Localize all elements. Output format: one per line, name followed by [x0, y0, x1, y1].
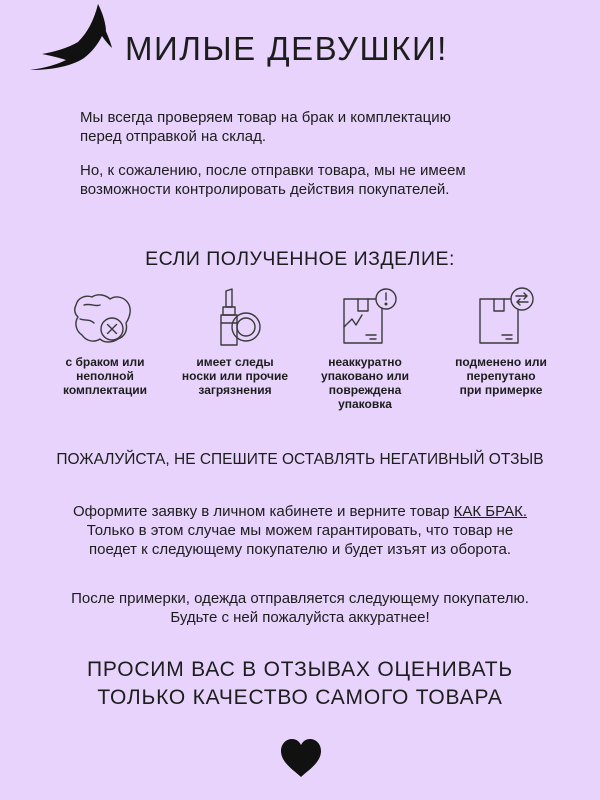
intro-text [80, 108, 550, 214]
fitting-line-1: После примерки, одежда отправляется следующему покупателю. [71, 590, 529, 607]
intro-paragraph-1 [80, 108, 550, 146]
icon-caption-line: перепутано [466, 369, 536, 383]
icon-caption-line: упаковано или [321, 369, 409, 383]
icon-caption-line: повреждена [328, 383, 402, 397]
icon-caption-line: неаккуратно [328, 355, 402, 369]
lipstick-stain-icon [200, 285, 270, 351]
final-line-2: ТОЛЬКО КАЧЕСТВО САМОГО ТОВАРА [97, 686, 503, 709]
return-line-3: поедет к следующему покупателю и будет изъят из оборота. [89, 541, 511, 558]
icon-caption [35, 355, 175, 397]
icon-item-swapped [431, 285, 571, 397]
intro-line: Мы всегда проверяем товар на брак и комплектацию [80, 109, 451, 126]
page-title: МИЛЫЕ ДЕВУШКИ! [125, 30, 448, 67]
as-defect-link: КАК БРАК. [453, 503, 528, 520]
intro-line: перед отправкой на склад. [80, 128, 267, 145]
icon-caption-line: имеет следы [196, 355, 274, 369]
return-line-prefix: Оформите заявку в личном кабинете и верните товар [72, 503, 454, 520]
icon-item-stains [165, 285, 305, 397]
icon-caption-line: с браком или [65, 355, 145, 369]
icon-caption [165, 355, 305, 397]
icon-caption [295, 355, 435, 411]
icon-caption-line: упаковка [338, 397, 392, 411]
fitting-line-2: Будьте с ней пожалуйста аккуратнее! [170, 609, 430, 626]
icon-caption-line: подменено или [455, 355, 547, 369]
damaged-box-icon [330, 285, 400, 351]
icon-caption-line: при примерке [459, 383, 543, 397]
swallow-icon [28, 2, 112, 72]
icon-item-packaging [295, 285, 435, 411]
icon-item-defect [35, 285, 175, 397]
heart-icon [279, 738, 323, 778]
icon-caption-line: загрязнения [198, 383, 272, 397]
intro-paragraph-2 [80, 161, 550, 199]
return-line-2: Только в этом случае мы можем гарантировать, что товар не [86, 522, 514, 539]
intro-line: возможности контролировать действия покупателей. [80, 181, 450, 198]
icon-caption-line: комплектации [63, 383, 147, 397]
damaged-fabric-icon [70, 285, 140, 351]
final-line-1: ПРОСИМ ВАС В ОТЗЫВАХ ОЦЕНИВАТЬ [86, 658, 514, 681]
intro-line: Но, к сожалению, после отправки товара, мы не имеем [80, 162, 466, 179]
icon-caption-line: носки или прочие [181, 369, 289, 383]
return-info [0, 502, 600, 559]
swapped-box-icon [466, 285, 536, 351]
return-line-1 [0, 502, 600, 521]
final-heading [0, 656, 600, 712]
section-subheading: ЕСЛИ ПОЛУЧЕННОЕ ИЗДЕЛИЕ: [145, 248, 455, 270]
fitting-info [0, 589, 600, 627]
warning-heading: ПОЖАЛУЙСТА, НЕ СПЕШИТЕ ОСТАВЛЯТЬ НЕГАТИВНЫЙ ОТЗЫВ [56, 451, 544, 468]
icon-caption [431, 355, 571, 397]
defect-icons-row [0, 285, 600, 425]
header [28, 0, 588, 100]
icon-caption-line: неполной [76, 369, 134, 383]
